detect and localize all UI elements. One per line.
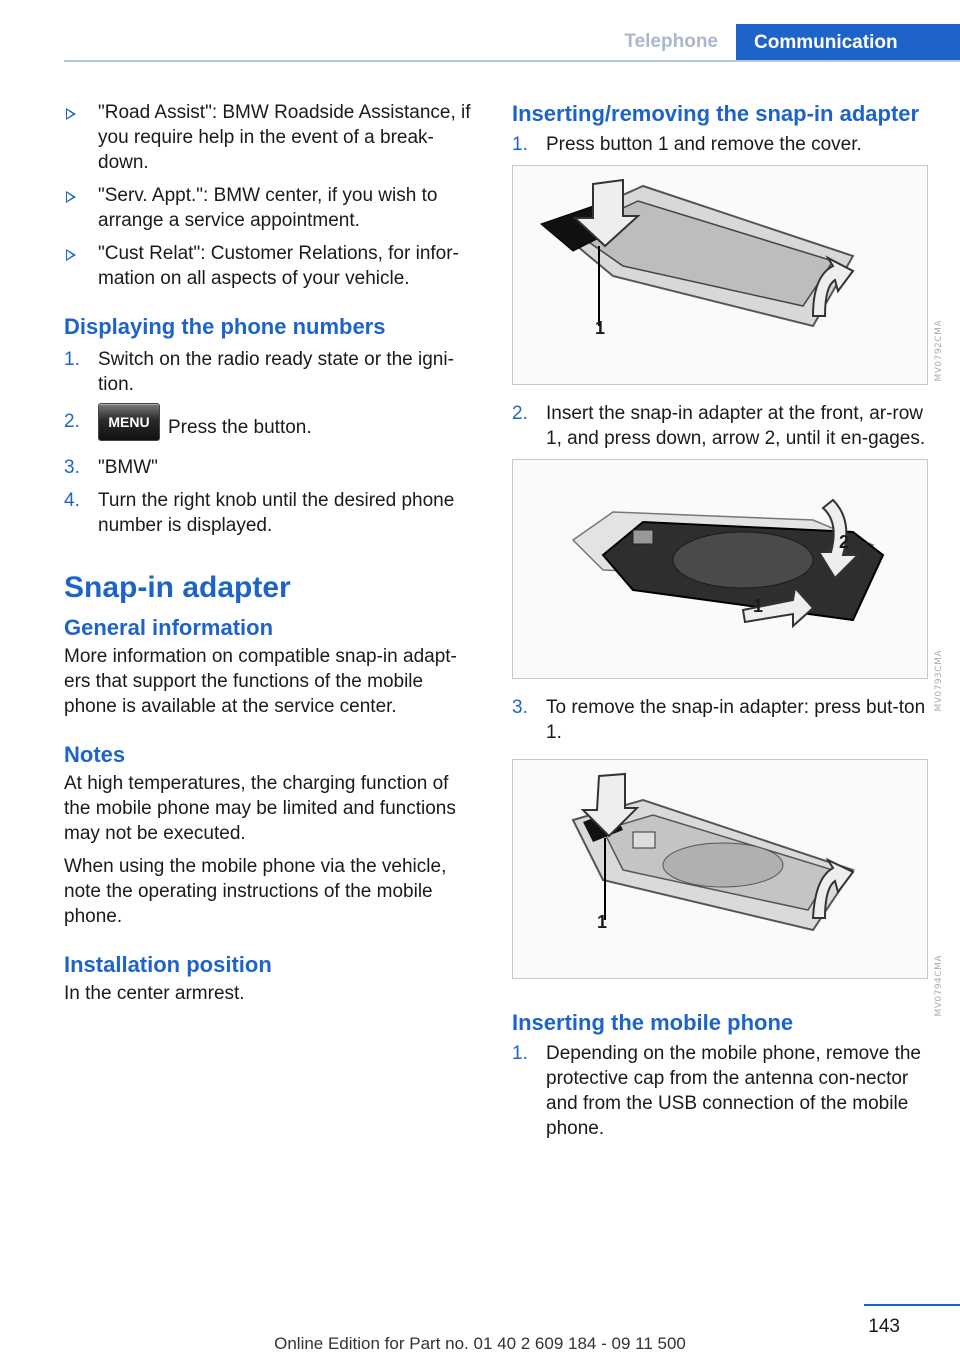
- triangle-bullet-icon: [66, 249, 76, 261]
- heading-installation-position: Installation position: [64, 952, 272, 977]
- step-text: Switch on the radio ready state or the igni-tion.: [98, 349, 454, 395]
- figure-label-1: 1: [753, 596, 764, 616]
- adapter-remove-illustration: [513, 760, 928, 979]
- step-number: 3.: [64, 457, 80, 478]
- edition-text: Online Edition for Part no. 01 40 2 609 184 - 09 11 500: [274, 1334, 686, 1353]
- phone-step-1: [512, 1041, 930, 1141]
- adapter-step-1: [512, 132, 930, 157]
- bullet-text: "Cust Relat": Customer Relations, for infor-mation on all aspects of your vehicle.: [98, 243, 459, 289]
- tab-communication[interactable]: Communication: [736, 24, 960, 62]
- step-text: To remove the snap-in adapter: press but-ton 1.: [546, 697, 926, 743]
- bullet-road-assist: [64, 100, 480, 175]
- step-number: 4.: [64, 490, 80, 511]
- heading-notes: Notes: [64, 742, 126, 767]
- step-4: [64, 488, 480, 538]
- heading-snap-in-adapter: Snap-in adapter: [64, 571, 291, 604]
- figure-code: MV0793CMA: [934, 650, 944, 712]
- general-information-text: More information on compatible snap-in adapt-ers that support the functions of the mobile phone is available at the service center.: [64, 646, 457, 717]
- step-number: 1.: [64, 349, 80, 370]
- adapter-insert-illustration: [513, 460, 928, 679]
- figure-remove-adapter: [512, 759, 928, 979]
- right-column: [512, 100, 930, 1149]
- bullet-cust-relat: [64, 241, 480, 291]
- heading-inserting-removing-adapter: Inserting/removing the snap-in adapter: [512, 101, 920, 126]
- bullet-serv-appt: [64, 183, 480, 233]
- bullet-text: "Serv. Appt.": BMW center, if you wish to arrange a service appointment.: [98, 185, 438, 231]
- adapter-step-2: [512, 401, 930, 451]
- triangle-bullet-icon: [66, 191, 76, 203]
- step-number: 2.: [64, 411, 80, 432]
- heading-inserting-mobile-phone: Inserting the mobile phone: [512, 1010, 794, 1035]
- notes-text-2: When using the mobile phone via the vehicle, note the operating instructions of the mobile phone.: [64, 856, 447, 927]
- step-text: Press the button.: [168, 417, 312, 439]
- bullet-text: "Road Assist": BMW Roadside Assistance, if you require help in the event of a break-down.: [98, 102, 471, 173]
- installation-position-text: In the center armrest.: [64, 983, 245, 1004]
- figure-insert-adapter: [512, 459, 928, 679]
- step-text: Press button 1 and remove the cover.: [546, 134, 862, 155]
- step-3: [64, 455, 480, 480]
- menu-button-icon: MENU: [98, 403, 160, 441]
- step-number: 3.: [512, 697, 528, 718]
- left-column: [64, 100, 480, 1014]
- step-number: 2.: [512, 403, 528, 424]
- figure-label-1: 1: [595, 318, 606, 338]
- step-number: 1.: [512, 1043, 528, 1064]
- footer-divider: [864, 1304, 960, 1306]
- figure-code: MV0794CMA: [934, 955, 944, 1017]
- figure-code: MV0792CMA: [934, 320, 944, 382]
- header-divider: [64, 60, 960, 62]
- step-2: [64, 409, 480, 447]
- figure-remove-cover: [512, 165, 928, 385]
- heading-general-information: General information: [64, 615, 274, 640]
- tab-telephone[interactable]: Telephone: [624, 31, 718, 52]
- heading-displaying-phone-numbers: Displaying the phone numbers: [64, 314, 386, 339]
- step-text: Depending on the mobile phone, remove the protective cap from the antenna con-nector and from the USB connection of the mobile phone.: [546, 1043, 921, 1139]
- triangle-bullet-icon: [66, 108, 76, 120]
- step-text: Turn the right knob until the desired phone number is displayed.: [98, 490, 455, 536]
- step-text: "BMW": [98, 457, 158, 478]
- adapter-cover-illustration: [513, 166, 928, 385]
- step-text: Insert the snap-in adapter at the front, ar-row 1, and press down, arrow 2, until it en-gages.: [546, 403, 926, 449]
- step-number: 1.: [512, 134, 528, 155]
- figure-label-1: 1: [597, 912, 608, 932]
- figure-label-2: 2: [839, 532, 850, 552]
- page-number: 143: [868, 1316, 900, 1337]
- notes-text-1: At high temperatures, the charging function of the mobile phone may be limited and functions may not be executed.: [64, 773, 456, 844]
- step-1: [64, 347, 480, 397]
- adapter-step-3: [512, 695, 930, 745]
